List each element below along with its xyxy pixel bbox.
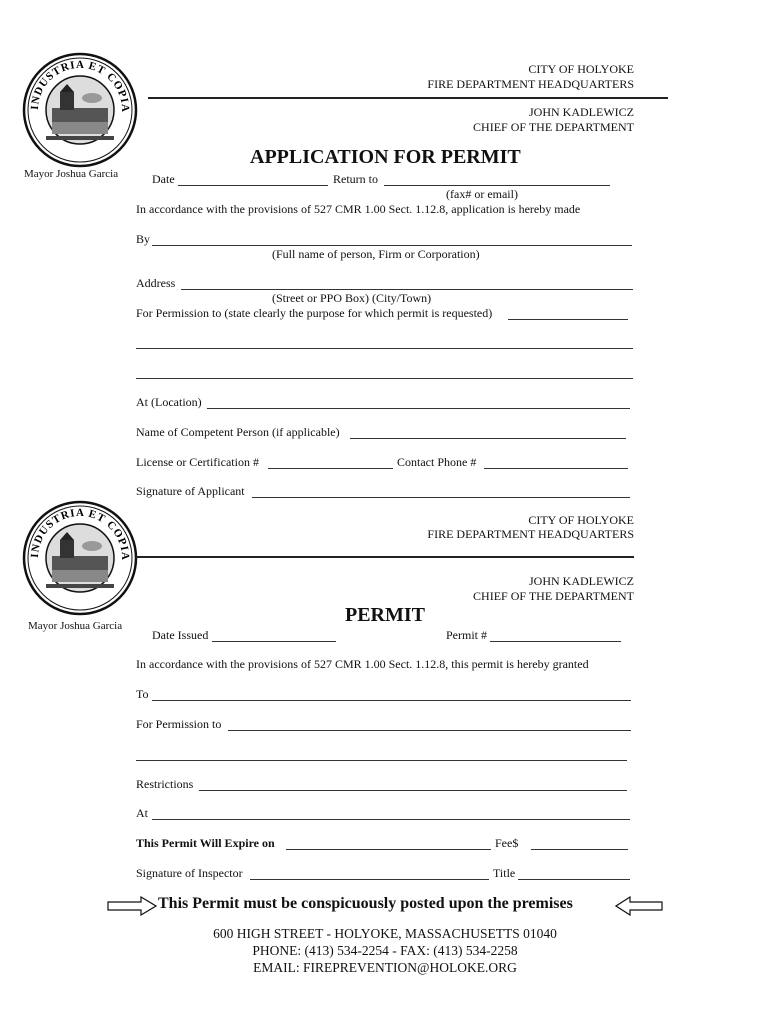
- provision-text: In accordance with the provisions of 527 CMR 1.00 Sect. 1.12.8, application is hereby made: [136, 202, 581, 216]
- inspector-signature-field[interactable]: [250, 879, 489, 880]
- location-field[interactable]: [207, 408, 630, 409]
- city-seal-logo: [22, 52, 138, 168]
- permit-permission-field[interactable]: [228, 730, 631, 731]
- title-field[interactable]: [518, 879, 630, 880]
- posting-notice: This Permit must be conspicuously posted upon the premises: [158, 895, 573, 912]
- city-seal-logo-2: [22, 500, 138, 616]
- competent-person-field[interactable]: [350, 438, 626, 439]
- seal-motto-text-2: INDUSTRIA ET COPIA: [28, 506, 132, 562]
- at-label: At: [136, 806, 148, 820]
- signature-label: Signature of Applicant: [136, 484, 245, 498]
- left-arrow-icon: [615, 896, 663, 916]
- permit-number-label: Permit #: [446, 628, 487, 642]
- chief-name: JOHN KADLEWICZ: [529, 105, 634, 119]
- permission-field-line-2[interactable]: [136, 348, 633, 349]
- header-divider: [148, 97, 668, 99]
- by-field[interactable]: [152, 245, 632, 246]
- contact-phone-label: Contact Phone #: [397, 455, 477, 469]
- date-label: Date: [152, 172, 175, 186]
- permit-title: PERMIT: [345, 604, 425, 626]
- location-label: At (Location): [136, 395, 202, 409]
- department-name: FIRE DEPARTMENT HEADQUARTERS: [427, 77, 634, 91]
- by-hint: (Full name of person, Firm or Corporation): [272, 247, 480, 261]
- mayor-name: Mayor Joshua Garcia: [24, 168, 119, 180]
- competent-person-label: Name of Competent Person (if applicable): [136, 425, 340, 439]
- contact-phone-field[interactable]: [484, 468, 628, 469]
- mayor-name-2: Mayor Joshua Garcia: [28, 620, 123, 632]
- inspector-signature-label: Signature of Inspector: [136, 866, 243, 880]
- date-issued-label: Date Issued: [152, 628, 209, 642]
- date-field[interactable]: [178, 185, 328, 186]
- title-label: Title: [493, 866, 516, 880]
- permit-number-field[interactable]: [490, 641, 621, 642]
- permit-chief-name: JOHN KADLEWICZ: [529, 574, 634, 588]
- right-arrow-icon: [107, 896, 157, 916]
- city-name: CITY OF HOLYOKE: [528, 62, 634, 76]
- footer-address: 600 HIGH STREET - HOLYOKE, MASSACHUSETTS 01040: [213, 926, 557, 941]
- permission-field[interactable]: [508, 319, 628, 320]
- permission-label: For Permission to (state clearly the purpose for which permit is requested): [136, 306, 493, 320]
- restrictions-field[interactable]: [199, 790, 627, 791]
- page-title: APPLICATION FOR PERMIT: [250, 146, 521, 168]
- seal-motto-text: INDUSTRIA ET COPIA: [28, 58, 132, 114]
- permission-field-line-3[interactable]: [136, 378, 633, 379]
- address-label: Address: [136, 276, 176, 290]
- license-field[interactable]: [268, 468, 393, 469]
- to-field[interactable]: [152, 700, 631, 701]
- return-to-label: Return to: [333, 172, 378, 186]
- permit-provision-text: In accordance with the provisions of 527 CMR 1.00 Sect. 1.12.8, this permit is hereby granted: [136, 657, 589, 671]
- permit-header-divider: [136, 556, 634, 558]
- expire-field[interactable]: [286, 849, 491, 850]
- date-issued-field[interactable]: [212, 641, 336, 642]
- signature-field[interactable]: [252, 497, 630, 498]
- permit-chief-title: CHIEF OF THE DEPARTMENT: [473, 589, 634, 603]
- address-field[interactable]: [181, 289, 633, 290]
- permit-permission-field-line-2[interactable]: [136, 760, 627, 761]
- expire-label: This Permit Will Expire on: [136, 836, 275, 850]
- fee-label: Fee$: [495, 836, 519, 850]
- at-field[interactable]: [152, 819, 630, 820]
- chief-title: CHIEF OF THE DEPARTMENT: [473, 120, 634, 134]
- fax-hint: (fax# or email): [446, 187, 518, 201]
- return-to-field[interactable]: [384, 185, 610, 186]
- restrictions-label: Restrictions: [136, 777, 194, 791]
- footer-email[interactable]: EMAIL: FIREPREVENTION@HOLOKE.ORG: [253, 960, 517, 975]
- address-hint: (Street or PPO Box) (City/Town): [272, 291, 432, 305]
- permit-department-name: FIRE DEPARTMENT HEADQUARTERS: [427, 527, 634, 541]
- to-label: To: [136, 687, 149, 701]
- footer-phone: PHONE: (413) 534-2254 - FAX: (413) 534-2258: [252, 943, 518, 958]
- license-label: License or Certification #: [136, 455, 259, 469]
- by-label: By: [136, 232, 151, 246]
- permit-permission-label: For Permission to: [136, 717, 222, 731]
- permit-city-name: CITY OF HOLYOKE: [528, 513, 634, 527]
- fee-field[interactable]: [531, 849, 628, 850]
